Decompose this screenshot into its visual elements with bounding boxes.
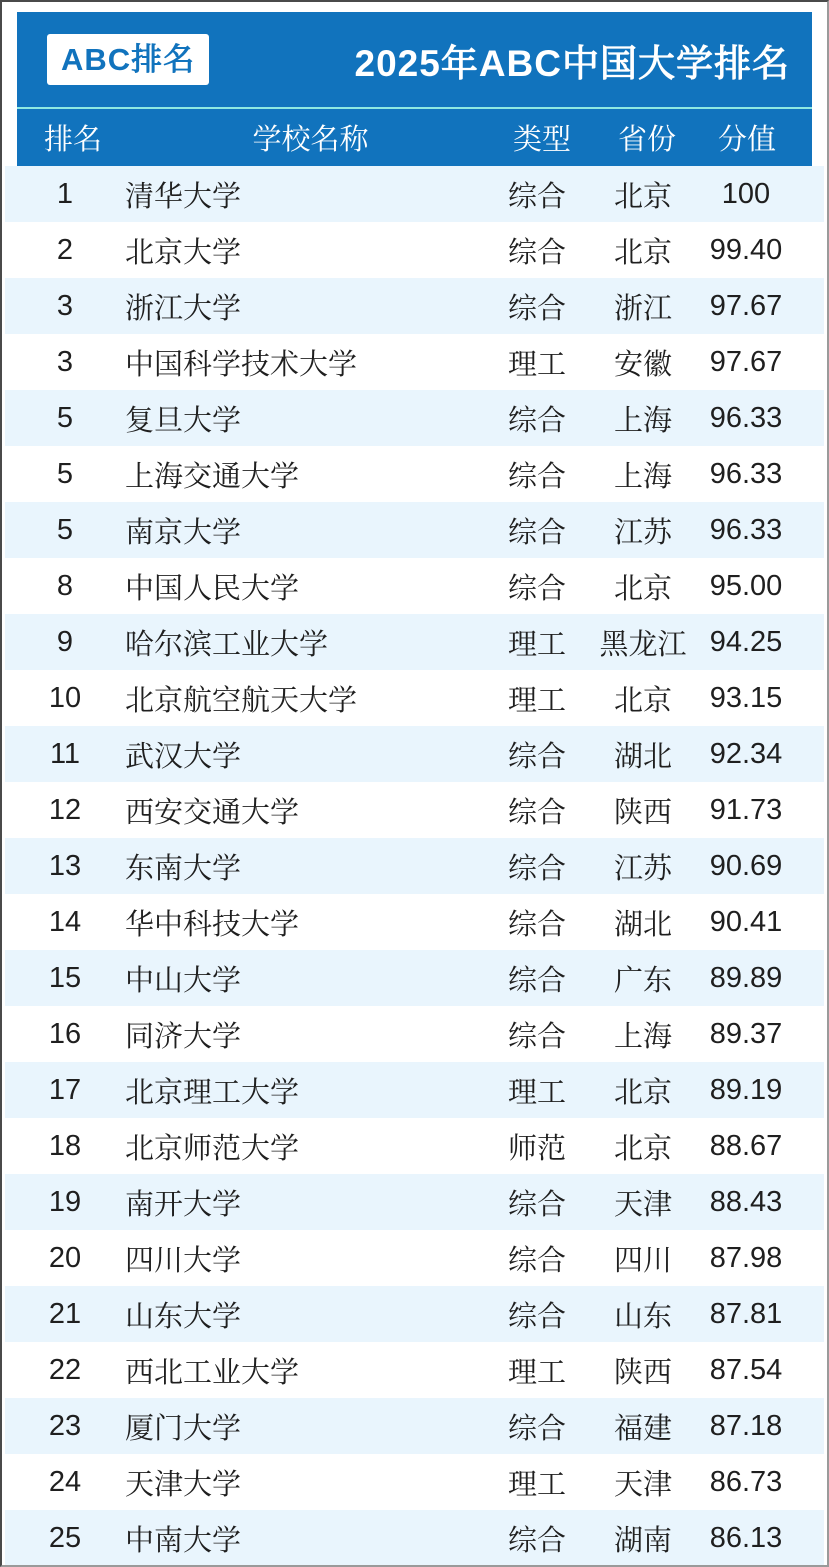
table-row: [5, 1342, 824, 1398]
school-name-cell: 北京师范大学: [125, 1132, 300, 1165]
score-cell: 90.41: [709, 905, 783, 938]
school-name-cell: 上海交通大学: [125, 460, 300, 493]
province-cell: 四川: [613, 1244, 672, 1277]
score-cell: 94.25: [709, 625, 783, 658]
school-name-cell: 南京大学: [125, 516, 242, 549]
school-name-cell: 北京理工大学: [125, 1076, 300, 1109]
score-cell: 97.67: [709, 289, 783, 322]
title-row: [17, 12, 812, 107]
province-cell: 北京: [613, 1132, 672, 1165]
province-cell: 江苏: [613, 852, 672, 885]
type-cell: 综合: [507, 852, 566, 885]
province-cell: 湖北: [613, 908, 672, 941]
province-cell: 天津: [613, 1188, 672, 1221]
column-header-type: 类型: [512, 124, 571, 156]
table-row: [5, 1286, 824, 1342]
type-cell: 综合: [507, 1524, 566, 1557]
table-row: [5, 334, 824, 390]
province-cell: 陕西: [613, 796, 672, 829]
column-header-school: 学校名称: [252, 124, 369, 156]
table-row: [5, 670, 824, 726]
score-cell: 87.18: [709, 1409, 783, 1442]
column-header-score: 分值: [717, 124, 776, 156]
province-cell: 江苏: [613, 516, 672, 549]
score-cell: 91.73: [709, 793, 783, 826]
type-cell: 师范: [507, 1132, 566, 1165]
province-cell: 浙江: [613, 292, 672, 325]
type-cell: 综合: [507, 964, 566, 997]
province-cell: 福建: [613, 1412, 672, 1445]
province-cell: 北京: [613, 236, 672, 269]
table-row: [5, 1174, 824, 1230]
rank-cell: 5: [56, 401, 74, 434]
rank-cell: 23: [48, 1409, 82, 1442]
table-row: [5, 1454, 824, 1510]
province-cell: 北京: [613, 684, 672, 717]
table-row: [5, 446, 824, 502]
school-name-cell: 中南大学: [125, 1524, 242, 1557]
table-row: [5, 558, 824, 614]
province-cell: 湖南: [613, 1524, 672, 1557]
table-row: [5, 782, 824, 838]
type-cell: 综合: [507, 1412, 566, 1445]
rank-cell: 24: [48, 1465, 82, 1498]
score-cell: 87.54: [709, 1353, 783, 1386]
score-cell: 95.00: [709, 569, 783, 602]
rank-cell: 21: [48, 1297, 82, 1330]
table-row: [5, 1062, 824, 1118]
type-cell: 综合: [507, 460, 566, 493]
school-name-cell: 西北工业大学: [125, 1356, 300, 1389]
type-cell: 理工: [507, 1076, 566, 1109]
school-name-cell: 中国科学技术大学: [125, 348, 358, 381]
table-row: [5, 838, 824, 894]
table-row: [5, 390, 824, 446]
school-name-cell: 东南大学: [125, 852, 242, 885]
type-cell: 综合: [507, 1244, 566, 1277]
table-row: [5, 166, 824, 222]
rank-cell: 22: [48, 1353, 82, 1386]
score-cell: 88.67: [709, 1129, 783, 1162]
score-cell: 100: [721, 177, 771, 210]
rank-cell: 11: [49, 737, 81, 770]
column-header-rank: 排名: [43, 124, 102, 156]
table-row: [5, 726, 824, 782]
rank-cell: 10: [48, 681, 82, 714]
school-name-cell: 四川大学: [125, 1244, 242, 1277]
score-cell: 96.33: [709, 401, 783, 434]
type-cell: 综合: [507, 404, 566, 437]
rank-cell: 13: [48, 849, 82, 882]
type-cell: 理工: [507, 684, 566, 717]
rank-cell: 3: [56, 345, 74, 378]
school-name-cell: 北京航空航天大学: [125, 684, 358, 717]
province-cell: 北京: [613, 1076, 672, 1109]
school-name-cell: 中山大学: [125, 964, 242, 997]
score-cell: 87.81: [709, 1297, 783, 1330]
province-cell: 天津: [613, 1468, 672, 1501]
score-cell: 96.33: [709, 457, 783, 490]
column-header-province: 省份: [617, 124, 676, 156]
score-cell: 87.98: [709, 1241, 783, 1274]
type-cell: 综合: [507, 1188, 566, 1221]
type-cell: 综合: [507, 236, 566, 269]
type-cell: 理工: [507, 348, 566, 381]
table-body: [5, 166, 824, 1566]
school-name-cell: 哈尔滨工业大学: [125, 628, 329, 661]
table-row: [5, 1006, 824, 1062]
school-name-cell: 天津大学: [125, 1468, 242, 1501]
type-cell: 综合: [507, 908, 566, 941]
school-name-cell: 厦门大学: [125, 1412, 242, 1445]
page-title: 2025年ABC中国大学排名: [354, 42, 790, 84]
type-cell: 综合: [507, 180, 566, 213]
table-row: [5, 1510, 824, 1566]
rank-cell: 20: [48, 1241, 82, 1274]
rank-cell: 9: [56, 625, 74, 658]
school-name-cell: 南开大学: [125, 1188, 242, 1221]
province-cell: 广东: [613, 964, 672, 997]
score-cell: 99.40: [709, 233, 783, 266]
score-cell: 89.19: [709, 1073, 783, 1106]
school-name-cell: 清华大学: [125, 180, 242, 213]
score-cell: 89.37: [709, 1017, 783, 1050]
score-cell: 86.13: [709, 1521, 783, 1554]
table-header: [17, 12, 812, 166]
column-header-row: [17, 109, 812, 166]
table-row: [5, 1398, 824, 1454]
province-cell: 黑龙江: [599, 628, 687, 661]
rank-cell: 15: [48, 961, 82, 994]
school-name-cell: 浙江大学: [125, 292, 242, 325]
table-row: [5, 950, 824, 1006]
school-name-cell: 北京大学: [125, 236, 242, 269]
type-cell: 综合: [507, 516, 566, 549]
score-cell: 96.33: [709, 513, 783, 546]
school-name-cell: 山东大学: [125, 1300, 242, 1333]
province-cell: 北京: [613, 572, 672, 605]
school-name-cell: 华中科技大学: [125, 908, 300, 941]
table-row: [5, 1230, 824, 1286]
school-name-cell: 中国人民大学: [125, 572, 300, 605]
score-cell: 86.73: [709, 1465, 783, 1498]
type-cell: 综合: [507, 1300, 566, 1333]
table-row: [5, 502, 824, 558]
province-cell: 上海: [613, 1020, 672, 1053]
rank-cell: 19: [48, 1185, 82, 1218]
rank-cell: 8: [56, 569, 74, 602]
score-cell: 89.89: [709, 961, 783, 994]
province-cell: 湖北: [613, 740, 672, 773]
school-name-cell: 西安交通大学: [125, 796, 300, 829]
school-name-cell: 武汉大学: [125, 740, 242, 773]
rank-cell: 25: [48, 1521, 82, 1554]
rank-cell: 5: [56, 457, 74, 490]
province-cell: 陕西: [613, 1356, 672, 1389]
table-row: [5, 1118, 824, 1174]
rank-cell: 2: [56, 233, 74, 266]
type-cell: 综合: [507, 572, 566, 605]
type-cell: 综合: [507, 1020, 566, 1053]
score-cell: 92.34: [709, 737, 783, 770]
rank-cell: 5: [56, 513, 74, 546]
rank-cell: 18: [48, 1129, 82, 1162]
rank-cell: 1: [56, 177, 74, 210]
score-cell: 88.43: [709, 1185, 783, 1218]
province-cell: 北京: [613, 180, 672, 213]
type-cell: 综合: [507, 740, 566, 773]
score-cell: 97.67: [709, 345, 783, 378]
abc-brand-badge: ABC排名: [47, 34, 209, 85]
table-row: [5, 894, 824, 950]
table-row: [5, 278, 824, 334]
province-cell: 上海: [613, 404, 672, 437]
type-cell: 理工: [507, 1468, 566, 1501]
score-cell: 93.15: [709, 681, 783, 714]
type-cell: 理工: [507, 628, 566, 661]
table-row: [5, 614, 824, 670]
type-cell: 综合: [507, 292, 566, 325]
type-cell: 综合: [507, 796, 566, 829]
rank-cell: 14: [48, 905, 82, 938]
school-name-cell: 复旦大学: [125, 404, 242, 437]
province-cell: 安徽: [613, 348, 672, 381]
province-cell: 山东: [613, 1300, 672, 1333]
province-cell: 上海: [613, 460, 672, 493]
type-cell: 理工: [507, 1356, 566, 1389]
rank-cell: 12: [48, 793, 82, 826]
table-row: [5, 222, 824, 278]
rank-cell: 3: [56, 289, 74, 322]
school-name-cell: 同济大学: [125, 1020, 242, 1053]
score-cell: 90.69: [709, 849, 783, 882]
rank-cell: 16: [48, 1017, 82, 1050]
rank-cell: 17: [48, 1073, 82, 1106]
